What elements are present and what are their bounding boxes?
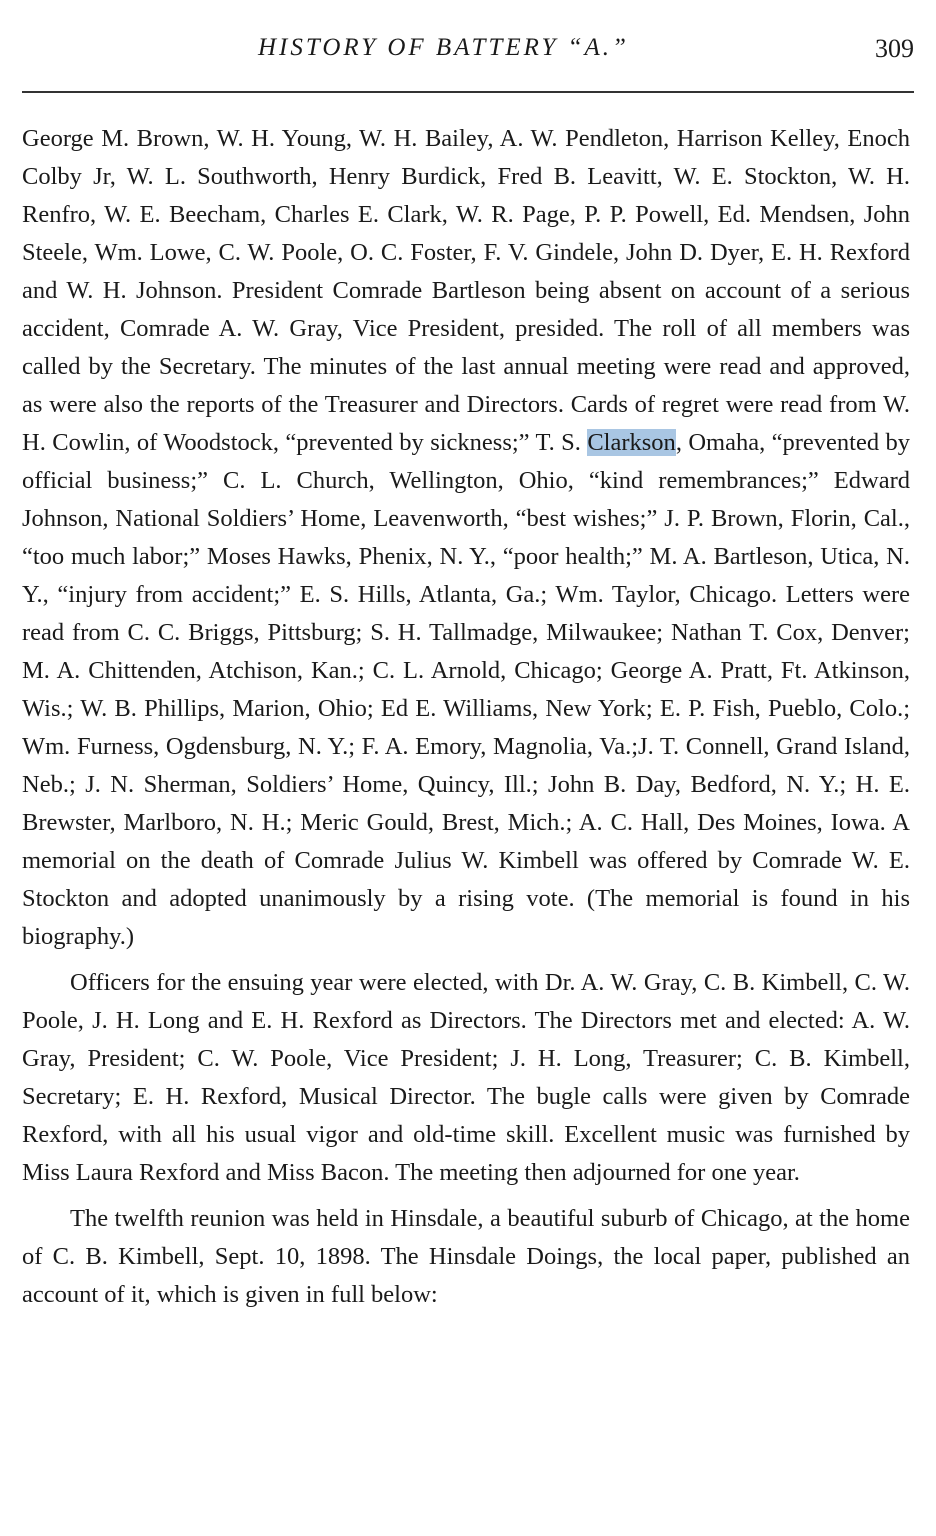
page-number: 309 (875, 34, 914, 63)
running-head (0, 34, 936, 74)
paragraph-text-after: , Omaha, “prevented by official business;” C. L. Church, Wellington, Ohio, “kind remembrances;” Edward Johnson, National Soldiers’ Home, Leavenworth, “best wishes;” J. P. Brown, Florin, Cal., “too much labor;” Moses Hawks, Phenix, N. Y., “poor health;” M. A. Bartleson, Utica, N. Y., “injury from accident;” E. S. Hills, Atlanta, Ga.; Wm. Taylor, Chicago. Letters were read from C. C. Briggs, Pittsburg; S. H. Tallmadge, Milwaukee; Nathan T. Cox, Denver; M. A. Chittenden, Atchison, Kan.; C. L. Arnold, Chicago; George A. Pratt, Ft. Atkinson, Wis.; W. B. Phillips, Marion, Ohio; Ed E. Williams, New York; E. P. Fish, Pueblo, Colo.; Wm. Furness, Ogdensburg, N. Y.; F. A. Emory, Magnolia, Va.;J. T. Connell, Grand Island, Neb.; J. N. Sherman, Soldiers’ Home, Quincy, Ill.; John B. Day, Bedford, N. Y.; H. E. Brewster, Marlboro, N. H.; Meric Gould, Brest, Mich.; A. C. Hall, Des Moines, Iowa. A memorial on the death of Comrade Julius W. Kimbell was offered by Comrade W. E. Stockton and adopted unanimously by a rising vote. (The memorial is found in his biography.) (22, 429, 910, 950)
header-rule (22, 91, 914, 93)
selected-text-highlight[interactable]: Clarkson (587, 429, 676, 456)
running-title: HISTORY OF BATTERY “A.” (258, 34, 629, 61)
body-text (22, 120, 910, 1314)
paragraph-twelfth-reunion: The twelfth reunion was held in Hinsdale, a beautiful suburb of Chicago, at the home of C. B. Kimbell, Sept. 10, 1898. The Hinsdale Doings, the local paper, published an account of it, which is given in full below: (22, 1205, 910, 1308)
paragraph-text-before: George M. Brown, W. H. Young, W. H. Bailey, A. W. Pendleton, Harrison Kelley, Enoch Colby Jr, W. L. Southworth, Henry Burdick, Fred B. Leavitt, W. E. Stockton, W. H. Renfro, W. E. Beecham, Charles E. Clark, W. R. Page, P. P. Powell, Ed. Mendsen, John Steele, Wm. Lowe, C. W. Poole, O. C. Foster, F. V. Gindele, John D. Dyer, E. H. Rexford and W. H. Johnson. President Comrade Bartleson being absent on account of a serious accident, Comrade A. W. Gray, Vice President, presided. The roll of all members was called by the Secretary. The minutes of the last annual meeting were read and approved, as were also the reports of the Treasurer and Directors. Cards of regret were read from W. H. Cowlin, of Woodstock, “prevented by sickness;” T. S. (22, 125, 910, 456)
paragraph-continued (22, 120, 910, 956)
paragraph-officers: Officers for the ensuing year were elected, with Dr. A. W. Gray, C. B. Kimbell, C. W. Poole, J. H. Long and E. H. Rexford as Directors. The Directors met and elected: A. W. Gray, President; C. W. Poole, Vice President; J. H. Long, Treasurer; C. B. Kimbell, Secretary; E. H. Rexford, Musical Director. The bugle calls were given by Comrade Rexford, with all his usual vigor and old-time skill. Excellent music was furnished by Miss Laura Rexford and Miss Bacon. The meeting then adjourned for one year. (22, 969, 910, 1186)
